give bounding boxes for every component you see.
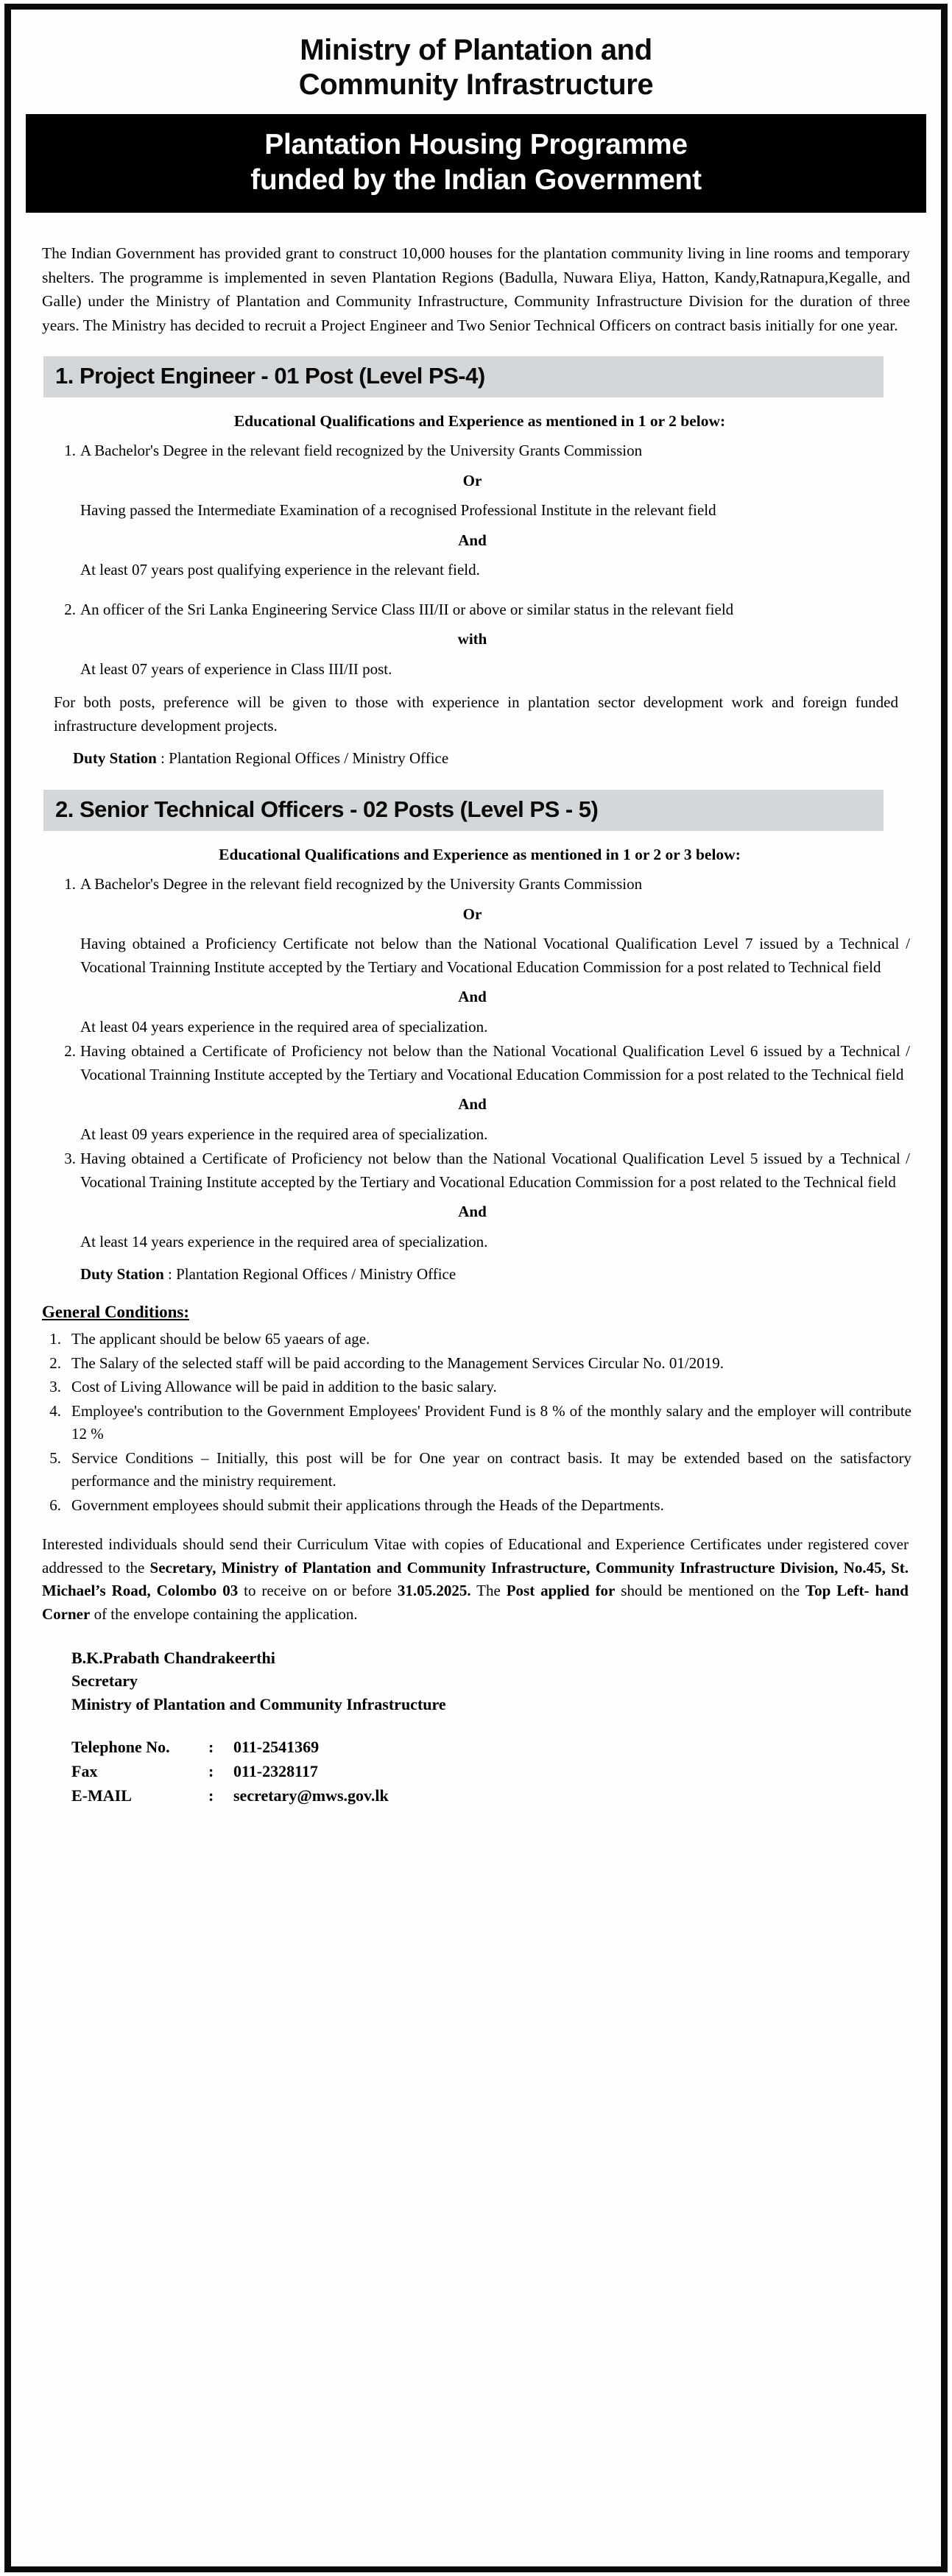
qualification-option-a: A Bachelor's Degree in the relevant field recognized by the University Grants Commission	[80, 875, 643, 894]
item-number: 2.	[49, 1354, 61, 1372]
fax-value: 011-2328117	[233, 1761, 318, 1780]
section-2-duty-station	[42, 1265, 910, 1284]
masthead-line-1: Ministry of Plantation and	[300, 34, 652, 66]
email-label: E-MAIL	[71, 1786, 132, 1805]
conjunction-or: Or	[462, 905, 482, 923]
duty-station-label: Duty Station	[80, 1265, 164, 1284]
email-colon: :	[208, 1786, 214, 1805]
closing-text-1: Interested individuals should send their Curriculum Vitae with copies of Educational and Experience Certificates under registered cover addressed to the	[42, 1535, 909, 1577]
intro-paragraph: The Indian Government has provided grant to construct 10,000 houses for the plantation community living in line rooms and temporary shelters. The programme is implemented in seven Plantation Regions (Badulla, Nuwara Eliya, Hatton, Kandy,Ratnapura,Kegalle, and Galle) under the Ministry of Plantation and Community Infrastructure, Community Infrastructure Division for the duration of three years. The Ministry has decided to recruit a Project Engineer and Two Senior Technical Officers on contract basis initially for one year.	[42, 244, 910, 335]
qualification-option-a: Having obtained a Certificate of Proficiency not below than the National Vocational Qualification Level 6 issued by a Technical / Vocational Trainning Institute accepted by the Tertiary and Vocational Education Commission for a post related to the Technical field	[80, 1042, 910, 1083]
condition-item	[39, 1352, 912, 1376]
general-conditions-section	[24, 1303, 928, 1808]
signatory-title: Secretary	[71, 1671, 138, 1691]
closing-address: Secretary, Ministry of Plantation and Community Infrastructure, Community Infrastructure Division, No.45, St. Michael’s Road, Colombo 03	[42, 1558, 909, 1600]
general-conditions-list	[39, 1328, 912, 1517]
qualification-option-a: A Bachelor's Degree in the relevant field recognized by the University Grants Commission	[80, 442, 643, 460]
closing-corner: Top Left- hand Corner	[42, 1582, 909, 1623]
conjunction-and: And	[458, 988, 487, 1006]
item-number: 3.	[64, 1150, 76, 1168]
condition-item	[39, 1376, 912, 1399]
signatory-name: B.K.Prabath Chandrakeerthi	[71, 1649, 275, 1668]
qualification-experience: At least 14 years experience in the required area of specialization.	[80, 1232, 488, 1250]
section-1-qualifications-title: Educational Qualifications and Experience as mentioned in 1 or 2 below:	[233, 412, 726, 431]
duty-station-separator: :	[156, 749, 169, 768]
fax-label: Fax	[71, 1761, 98, 1780]
qualification-item	[42, 873, 910, 1038]
contact-block	[39, 1735, 912, 1808]
qualification-option-a: Having obtained a Certificate of Proficiency not below than the National Vocational Qualification Level 5 issued by a Technical / Vocational Training Institute accepted by the Tertiary and Vocational Education Commission for a post related to the Technical field	[80, 1150, 910, 1191]
item-number: 1.	[64, 875, 76, 894]
duty-station-value: Plantation Regional Offices / Ministry Office	[169, 749, 449, 768]
closing-text-3: The	[470, 1582, 507, 1600]
section-1-preference-note: For both posts, preference will be given to those with experience in plantation sector development work and foreign funded infrastructure development projects.	[54, 693, 898, 735]
qualification-item	[42, 439, 910, 582]
closing-text-2: to receive on or before	[238, 1582, 398, 1600]
condition-text: Employee's contribution to the Government Employees' Provident Fund is 8 % of the monthly salary and the employer will contribute 12 %	[71, 1401, 912, 1443]
condition-text: The applicant should be below 65 yaears of age.	[71, 1330, 370, 1348]
qualification-experience: At least 09 years experience in the required area of specialization.	[80, 1125, 488, 1143]
duty-station-separator: :	[163, 1265, 177, 1284]
item-number: 1.	[49, 1330, 61, 1348]
closing-deadline: 31.05.2025.	[397, 1582, 471, 1600]
section-2-header: 2. Senior Technical Officers - 02 Posts (Level PS - 5)	[43, 790, 884, 831]
section-1-qualification-list	[42, 439, 910, 681]
condition-text: Government employees should submit their applications through the Heads of the Departments.	[71, 1496, 664, 1514]
closing-text-4: should be mentioned on the	[615, 1582, 806, 1600]
condition-text: Service Conditions – Initially, this post will be for One year on contract basis. It may be extended based on the satisfactory performance and the ministry requirement.	[71, 1448, 912, 1490]
item-number: 2.	[64, 600, 76, 618]
contact-row-email	[71, 1783, 912, 1808]
banner-line-2: funded by the Indian Government	[250, 163, 702, 196]
conjunction-and: And	[458, 1203, 487, 1221]
telephone-value: 011-2541369	[233, 1737, 320, 1756]
qualification-experience: At least 07 years of experience in Class III/II post.	[80, 659, 392, 678]
ministry-masthead	[24, 20, 928, 114]
qualification-option-b: Having obtained a Proficiency Certificate not below than the National Vocational Qualification Level 7 issued by a Technical / Vocational Trainning Institute accepted by the Tertiary and Vocational Education Commission for a post related to Technical field	[80, 935, 910, 976]
duty-station-label: Duty Station	[73, 749, 157, 768]
telephone-colon: :	[208, 1737, 214, 1756]
item-number: 1.	[64, 442, 76, 460]
section-2-qualification-list	[42, 873, 910, 1253]
inner-border-frame	[6, 4, 946, 2572]
conjunction-and: And	[458, 531, 487, 549]
programme-banner	[26, 114, 926, 212]
general-conditions-heading: General Conditions:	[42, 1303, 189, 1322]
condition-item	[39, 1447, 912, 1493]
item-number: 4.	[49, 1401, 61, 1420]
qualification-item	[42, 1147, 910, 1253]
section-2-body	[24, 846, 928, 1284]
masthead-line-2: Community Infrastructure	[298, 68, 654, 102]
section-1-body	[24, 412, 928, 768]
item-number: 5.	[49, 1448, 61, 1467]
conjunction-or: Or	[462, 471, 482, 489]
closing-text-5: of the envelope containing the application.	[90, 1604, 358, 1623]
condition-text: Cost of Living Allowance will be paid in addition to the basic salary.	[71, 1378, 497, 1396]
closing-post-applied: Post applied for	[506, 1582, 616, 1600]
section-2-qualifications-title: Educational Qualifications and Experience as mentioned in 1 or 2 or 3 below:	[219, 846, 741, 864]
qualification-option-a: An officer of the Sri Lanka Engineering Service Class III/II or above or similar status in the relevant field	[80, 600, 734, 618]
condition-item	[39, 1494, 912, 1518]
contact-row-fax	[71, 1759, 912, 1783]
section-1-duty-station	[42, 749, 910, 768]
signature-block	[39, 1646, 912, 1716]
item-number: 6.	[49, 1496, 61, 1514]
condition-item	[39, 1400, 912, 1446]
qualification-item	[42, 1040, 910, 1146]
duty-station-value: Plantation Regional Offices / Ministry Office	[176, 1265, 456, 1284]
item-number: 3.	[49, 1378, 61, 1396]
email-value: secretary@mws.gov.lk	[233, 1786, 389, 1805]
qualification-item	[42, 598, 910, 682]
item-number: 2.	[64, 1042, 76, 1061]
fax-colon: :	[208, 1761, 214, 1780]
condition-text: The Salary of the selected staff will be paid according to the Management Services Circular No. 01/2019.	[71, 1354, 724, 1372]
application-instructions	[39, 1533, 912, 1626]
condition-item	[39, 1328, 912, 1351]
qualification-experience: At least 04 years experience in the required area of specialization.	[80, 1017, 488, 1036]
telephone-label: Telephone No.	[71, 1737, 170, 1756]
conjunction-and: And	[458, 1095, 487, 1114]
document-sheet	[11, 10, 941, 2566]
signatory-ministry: Ministry of Plantation and Community Infrastructure	[71, 1694, 446, 1713]
qualification-option-b: Having passed the Intermediate Examination of a recognised Professional Institute in the relevant field	[80, 501, 716, 520]
banner-line-1: Plantation Housing Programme	[264, 129, 688, 161]
contact-row-telephone	[71, 1735, 912, 1759]
conjunction-with: with	[457, 630, 487, 648]
qualification-experience: At least 07 years post qualifying experience in the relevant field.	[80, 561, 480, 579]
section-1-header: 1. Project Engineer - 01 Post (Level PS-4)	[43, 356, 884, 397]
